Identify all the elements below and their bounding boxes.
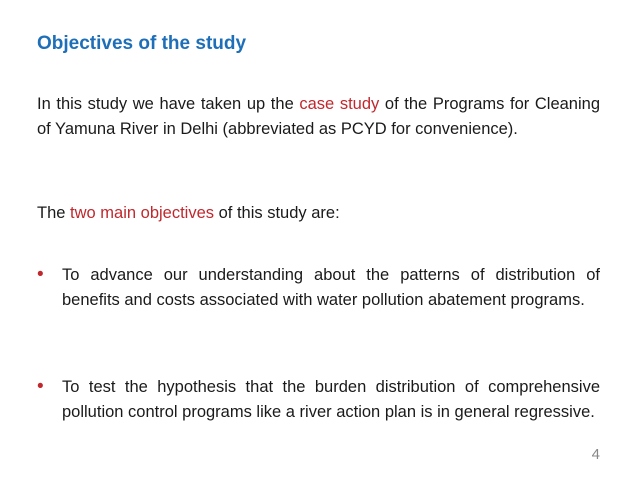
bullet-text-1: To advance our understanding about the patterns of distribution of benefits and costs associated with water pollution abatement programs.	[62, 266, 600, 309]
bullet-dot-icon: •	[37, 264, 44, 285]
objectives-intro-line	[37, 201, 600, 226]
objectives-text-after: of this study are:	[214, 204, 340, 222]
slide-title: Objectives of the study	[37, 33, 247, 54]
bullet-item-1	[37, 263, 600, 312]
intro-text-before: In this study we have taken up the	[37, 95, 300, 113]
intro-text-after: of the Programs for Cleaning of Yamuna River in Delhi (abbreviated as PCYD for convenience).	[37, 95, 601, 138]
intro-highlight: case study	[299, 95, 380, 113]
objectives-text-before: The	[37, 204, 71, 222]
bullet-text-2: To test the hypothesis that the burden distribution of comprehensive pollution control programs like a river action plan is in general regressive.	[62, 378, 600, 421]
bullet-dot-icon: •	[37, 376, 44, 397]
objectives-highlight: two main objectives	[70, 204, 215, 222]
page-number: 4	[591, 446, 600, 463]
intro-paragraph	[37, 92, 600, 141]
bullet-item-2	[37, 375, 600, 424]
